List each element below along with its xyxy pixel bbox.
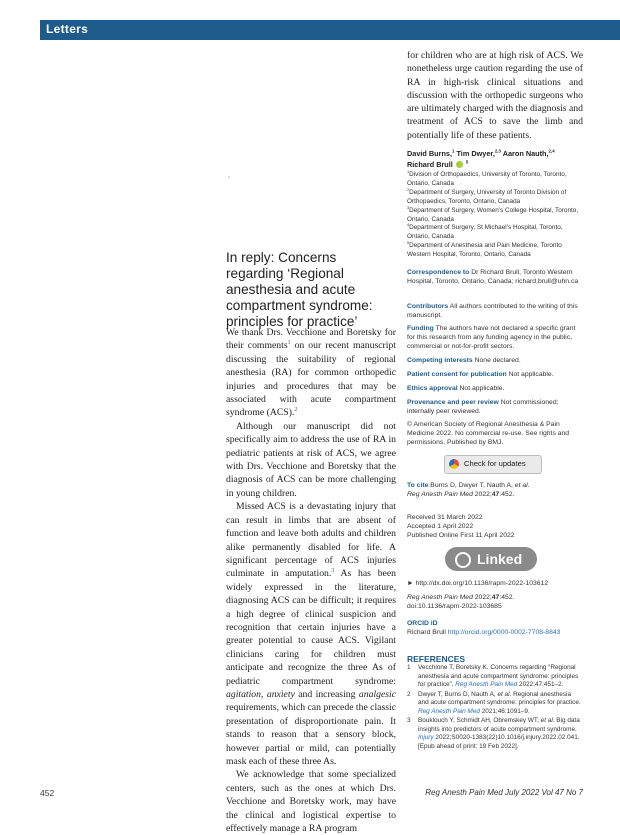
- article-title: In reply: Concerns regarding ‘Regional anesthesia and acute compartment syndrome: principles for practice’: [226, 250, 373, 329]
- section-label: Letters: [46, 22, 89, 36]
- linked-article[interactable]: ► http://dx.doi.org/10.1136/rapm-2022-103612: [407, 580, 549, 587]
- references-list: [407, 664, 583, 752]
- paragraph-4: We acknowledge that some specialized centers, such as the ones at which Drs. Vecchione and Boretsky work, may have the clinical and logistical expertise to effectively manage a RA program: [226, 769, 396, 835]
- ref-link-1[interactable]: 1: [287, 340, 291, 347]
- link-icon: [455, 552, 471, 568]
- published-date: Published Online First 11 April 2022: [407, 532, 515, 539]
- received-date: Received 31 March 2022: [407, 514, 483, 521]
- affiliation-item: $^2$Department of Surgery, University of Toronto Division of Orthopaedics, Toronto, Ontario, Canada: [407, 187, 567, 205]
- author-list: David Burns,$^1$ Tim Dwyer,$^{2,3}$ Aaron Nauth,$^{2,4}$ Richard Brull $^5$: [407, 148, 555, 169]
- paragraph-4-continued: for children who are at high risk of ACS. We nonetheless urge caution regarding the use of RA in high-risk clinical situations and discussion with the orthopedic surgeons who are ultimately charged with the diagnosis and treatment of ACS to save the limb and potentially life of these patients.: [407, 50, 583, 141]
- reference-item: 1 Vecchione T, Boretsky K. Concerns regarding “Regional anesthesia and acute compartment syndrome: principles for practice”. Reg Anesth Pain Med 2022;47:451–2.: [407, 664, 579, 688]
- page-number: 452: [40, 788, 55, 798]
- paragraph-2: Although our manuscript did not specifically aim to address the use of RA in pediatric patients at risk of ACS, we agree with Drs. Vecchione and Boretsky that the diagnosis of ACS can be more challenging in young children.: [226, 420, 396, 499]
- accepted-date: Accepted 1 April 2022: [407, 523, 474, 530]
- orcid-icon[interactable]: [456, 161, 463, 168]
- section-banner: [40, 20, 620, 40]
- ethics-approval: Ethics approval Not applicable.: [407, 385, 505, 392]
- article-body: [226, 326, 396, 835]
- patient-consent: Patient consent for publication Not applicable.: [407, 371, 554, 378]
- publication-dates: [407, 513, 583, 540]
- article-body-continued: [407, 49, 583, 142]
- decorative-dot: [228, 176, 230, 178]
- affiliations: [407, 171, 583, 260]
- affiliation-item: $^4$Department of Surgery, St Michael’s Hospital, Toronto, Ontario, Canada: [407, 223, 563, 241]
- ref-journal-link[interactable]: Reg Anesth Pain Med: [418, 707, 480, 715]
- affiliation-item: $^5$Department of Anesthesia and Pain Medicine, Toronto Western Hospital, Toronto, Ontario, Canada: [407, 241, 562, 259]
- linked-badge[interactable]: Linked: [445, 547, 537, 571]
- paragraph-3: Missed ACS is a devastating injury that can result in limbs that are absent of function and leave both adults and children alike permanently disabled for life. A significant percentage of ACS injuries culminate in amputation.$^3$ As has been widely expressed in the literature, diagnosing ACS can be difficult; it requires a high degree of clinical suspicion and recognition that certain injuries have a greater potential to cause ACS. Vigilant clinicians caring for children must anticipate and recognize the three As of pediatric compartment syndrome: agitation, anxiety and increasing analgesic requirements, which can precede the classic presentation of disproportionate pain. It stands to reason that a sensory block, however partial or mild, can potentially mask each of these three As.: [226, 501, 397, 767]
- citation: To cite Burns D, Dwyer T, Nauth A, et al. Reg Anesth Pain Med 2022;47:452.: [407, 482, 530, 498]
- references-heading: REFERENCES: [407, 654, 466, 664]
- ref-journal-link[interactable]: Reg Anesth Pain Med: [455, 681, 518, 688]
- correspondence: Correspondence to Dr Richard Brull, Toronto Western Hospital, Toronto, Ontario, Canada; richard.brull@uhn.ca: [407, 269, 579, 285]
- affiliation-item: $^3$Department of Surgery, Women’s College Hospital, Toronto, Ontario, Canada: [407, 205, 579, 223]
- competing-interests: Competing interests None declared.: [407, 357, 521, 364]
- paragraph-1: We thank Drs. Vecchione and Boretsky for their comments$^1$ on our recent manuscript discussing the suitability of regional anesthesia (RA) for common orthopedic injuries and procedures that may be associated with acute compartment syndrome (ACS).$^2$: [226, 327, 397, 419]
- copyright: © American Society of Regional Anesthesia & Pain Medicine 2022. No commercial re-use. See rights and permissions. Published by BMJ.: [407, 421, 570, 446]
- crossmark-icon: [449, 459, 459, 469]
- funding: Funding The authors have not declared a specific grant for this research from any funding agency in the public, commercial or not-for-profit sectors.: [407, 325, 576, 350]
- ref-link-3[interactable]: 3: [331, 568, 335, 575]
- ref-journal-link[interactable]: Injury: [418, 734, 434, 741]
- reference-item: 3 Bouklouch Y, Schmidt AH, Obremskey WT, et al. Big data insights into predictors of acute compartment syndrome. Injury 2022;S0020-1383(22)10.1016/j.injury.2022.02.041. [Epub ahead of print: 19 Feb 2022].: [407, 717, 580, 750]
- journal-footer: Reg Anesth Pain Med July 2022 Vol 47 No 7: [425, 788, 583, 797]
- check-for-updates-button[interactable]: Check for updates: [444, 455, 542, 474]
- reference-item: 2 Dwyer T, Burns D, Nauth A, et al. Regional anesthesia and acute compartment syndrome: principles for practice. Reg Anesth Pain Med 2021;46:1091–9.: [407, 690, 581, 715]
- doi-block: Reg Anesth Pain Med 2022;47:452. doi:10.1136/rapm-2022-103685: [407, 594, 515, 610]
- orcid-block: ORCID iD Richard Brull http://orcid.org/0000-0002-7708-8843: [407, 620, 561, 636]
- provenance: Provenance and peer review Not commissioned; internally peer reviewed.: [407, 399, 559, 415]
- ref-link-2[interactable]: 2: [294, 407, 298, 414]
- orcid-link[interactable]: http://orcid.org/0000-0002-7708-8843: [447, 629, 561, 636]
- affiliation-item: $^1$Division of Orthopaedics, University of Toronto, Toronto, Ontario, Canada: [407, 169, 567, 187]
- contributors: Contributors All authors contributed to the writing of this manuscript.: [407, 303, 578, 319]
- doi: doi:10.1136/rapm-2022-103685: [407, 603, 502, 610]
